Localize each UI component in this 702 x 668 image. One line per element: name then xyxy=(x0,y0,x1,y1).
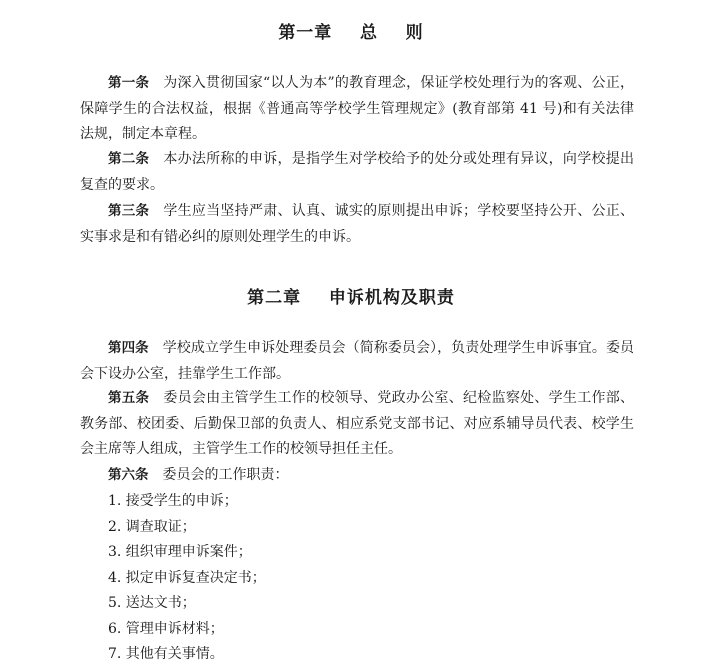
article-5-label: 第五条 xyxy=(108,390,150,406)
chapter-2-title: 第二章 申诉机构及职责 xyxy=(247,288,455,308)
article-1 xyxy=(80,71,634,148)
article-5 xyxy=(80,386,634,463)
chapter-1-title: 第一章 总 则 xyxy=(278,23,424,43)
article-6 xyxy=(80,463,634,489)
article-2-text: 本办法所称的申诉，是指学生对学校给予的处分或处理有异议，向学校提出复查的要求。 xyxy=(80,151,635,193)
list-item: 4. 拟定申诉复查决定书； xyxy=(108,569,266,586)
article-2-label: 第二条 xyxy=(108,151,150,167)
article-4-label: 第四条 xyxy=(108,340,149,356)
article-3 xyxy=(80,199,634,250)
list-item: 6. 管理申诉材料； xyxy=(108,620,224,637)
list-item: 2. 调查取证； xyxy=(108,518,196,535)
article-3-text: 学生应当坚持严肃、认真、诚实的原则提出申诉；学校要坚持公开、公正、实事求是和有错必纠的原则处理学生的申诉。 xyxy=(80,203,635,245)
list-item: 3. 组织审理申诉案件； xyxy=(108,544,252,560)
article-3-label: 第三条 xyxy=(108,203,150,219)
duties-list xyxy=(108,489,266,668)
list-item: 5. 送达文书； xyxy=(108,595,196,611)
article-1-label: 第一条 xyxy=(108,75,150,91)
article-4 xyxy=(80,336,634,387)
article-4-text: 学校成立学生申诉处理委员会（简称委员会），负责处理学生申诉事宜。委员会下设办公室，挂靠学生工作部。 xyxy=(80,340,635,382)
article-2 xyxy=(80,147,634,198)
list-item: 1. 接受学生的申诉； xyxy=(108,493,238,509)
article-5-text: 委员会由主管学生工作的校领导、党政办公室、纪检监察处、学生工作部、教务部、校团委、后勤保卫部的负责人、相应系党支部书记、对应系辅导员代表、校学生会主席等人组成，主管学生工作的校领导担任主任。 xyxy=(80,390,635,457)
article-6-label: 第六条 xyxy=(108,467,149,483)
list-item: 7. 其他有关事情。 xyxy=(108,646,224,662)
article-6-text: 委员会的工作职责： xyxy=(162,467,289,483)
article-1-text: 为深入贯彻国家“以人为本”的教育理念，保证学校处理行为的客观、公正，保障学生的合法权益，根据《普通高等学校学生管理规定》(教育部第 41 号)和有关法律法规，制定本章程。 xyxy=(80,75,634,142)
